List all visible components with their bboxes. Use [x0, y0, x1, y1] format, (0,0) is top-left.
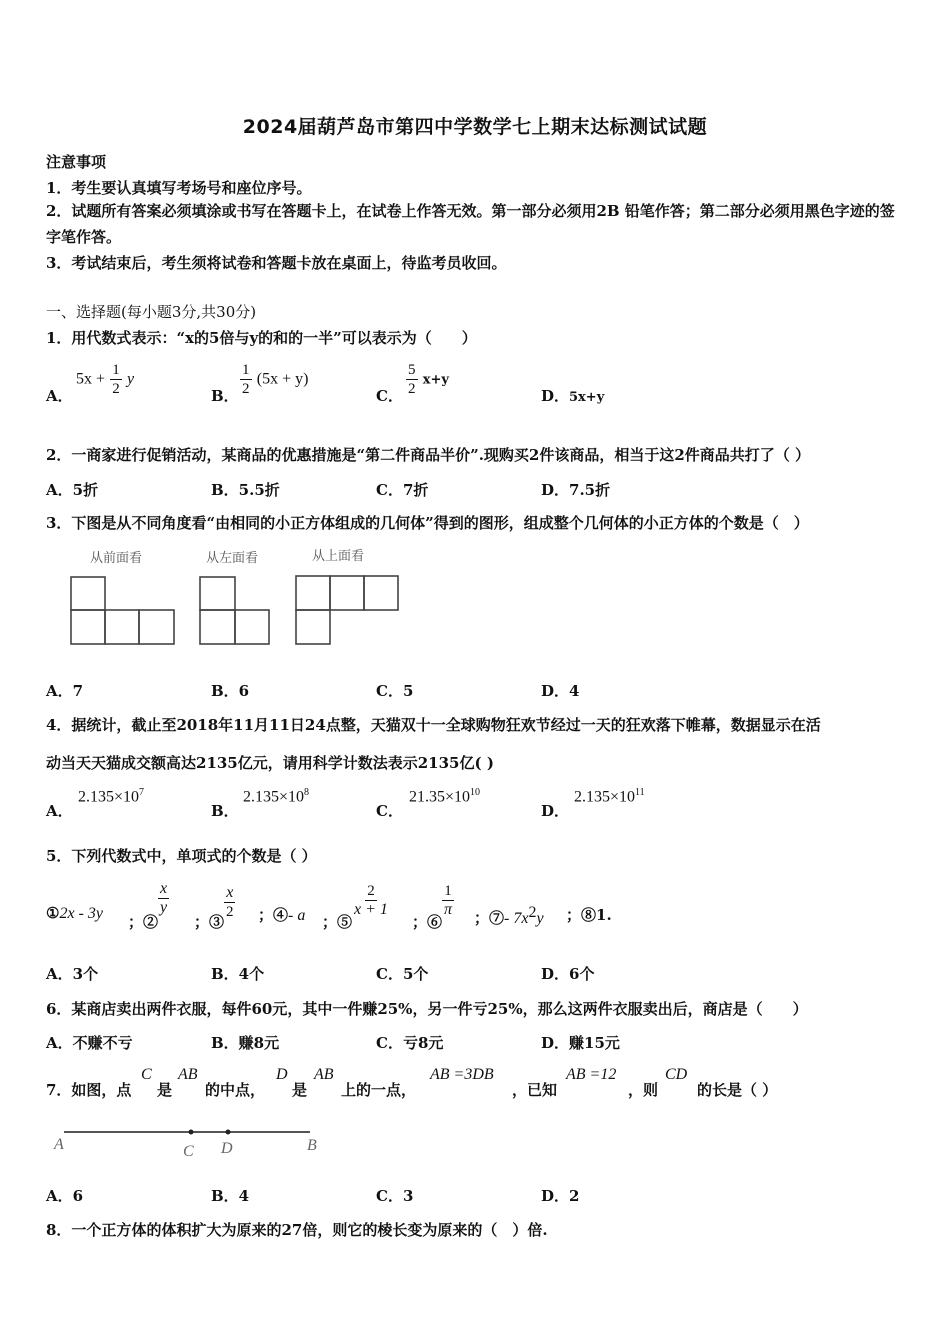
q7-math-ab-3db: AB =3DB — [430, 1066, 494, 1083]
question-2-stem: 2．一商家进行促销活动，某商品的优惠措施是“第二件商品半价”.现购买2件该商品，相当于这2件商品共打了（ ） — [46, 446, 811, 464]
q7-math-d: D — [276, 1066, 288, 1083]
q2-option-b: B．5.5折 — [211, 481, 280, 499]
q7-math-c: C — [141, 1066, 152, 1083]
q5-item-8: ；⑧1. — [566, 906, 612, 924]
left-view-label: 从左面看 — [206, 551, 259, 566]
q1-option-d: D．5x+y — [541, 387, 605, 405]
question-7-stem-p7: ，则 — [628, 1081, 659, 1099]
notice-heading: 注意事项 — [46, 153, 107, 171]
q7-math-ab-12: AB =12 — [566, 1066, 617, 1083]
question-7-stem-p4: 是 — [292, 1081, 308, 1099]
q5-item-4: ；④- a — [258, 906, 306, 924]
question-4-stem-line2: 动当天天猫成交额高达2135亿元，请用科学计数法表示2135亿( ) — [46, 754, 494, 772]
q3-option-c: C．5 — [376, 682, 414, 700]
q7-option-a: A．6 — [46, 1187, 84, 1205]
q4-option-b-expr: $2.135\times 10^8$ — [243, 787, 310, 806]
q6-option-c: C．亏8元 — [376, 1034, 444, 1052]
point-b-label: B — [307, 1137, 317, 1154]
q7-math-ab-2: AB — [314, 1066, 334, 1083]
question-7-stem-p5: 上的一点， — [341, 1081, 417, 1099]
question-3-stem: 3．下图是从不同角度看“由相同的小正方体组成的几何体”得到的图形，组成整个几何体的小正方体的个数是（ ） — [46, 514, 809, 532]
q3-option-a: A．7 — [46, 682, 84, 700]
q7-option-c: C．3 — [376, 1187, 414, 1205]
segment-figure — [50, 1118, 340, 1163]
q4-option-a-label: A． — [46, 802, 73, 820]
page-title: 2024届葫芦岛市第四中学数学七上期末达标测试试题 — [242, 116, 708, 138]
point-d-label: D — [221, 1140, 233, 1157]
q7-math-ab-1: AB — [178, 1066, 198, 1083]
question-7-stem-p6: ，已知 — [512, 1081, 558, 1099]
q3-option-d: D．4 — [541, 682, 580, 700]
q6-option-a: A．不赚不亏 — [46, 1034, 133, 1052]
q4-option-d-expr: $2.135\times 10^{11}$ — [574, 787, 645, 806]
q4-option-d-label: D． — [541, 802, 570, 820]
question-8-stem: 8．一个正方体的体积扩大为原来的27倍，则它的棱长变为原来的（ ）倍. — [46, 1221, 548, 1239]
point-a-label: A — [54, 1136, 64, 1153]
top-view-label: 从上面看 — [312, 549, 365, 564]
q4-option-b-label: B． — [211, 802, 239, 820]
question-4-stem-line1: 4．据统计，截止至2018年11月11日24点整，天猫双十一全球购物狂欢节经过一天的狂欢落下帷幕，数据显示在活 — [46, 716, 821, 734]
question-7-stem-p3: 的中点， — [205, 1081, 266, 1099]
q5-item-6: ；⑥ $\frac{1}{\pi}$ — [412, 883, 453, 931]
notice-item-1: 1．考生要认真填写考场号和座位序号。 — [46, 179, 312, 197]
q5-item-2: ；② $\frac{x}{y}$ — [128, 880, 168, 931]
q2-option-d: D．7.5折 — [541, 481, 611, 499]
q5-option-d: D．6个 — [541, 965, 595, 983]
q5-item-7: ；⑦- $7x^2y$ — [474, 904, 544, 927]
question-7-stem-p1: 7．如图，点 — [46, 1081, 132, 1099]
question-5-stem: 5．下列代数式中，单项式的个数是（ ） — [46, 847, 317, 865]
q1-option-a-label: A． — [46, 387, 73, 405]
question-7-stem-p8: 的长是（ ） — [697, 1081, 778, 1099]
q5-item-1: ①2x - 3y — [46, 904, 103, 922]
question-7-stem-p2: 是 — [157, 1081, 173, 1099]
q1-option-b-expr: $\frac{1}{2}$ (5x + y) — [242, 362, 309, 397]
q6-option-d: D．赚15元 — [541, 1034, 620, 1052]
q4-option-c-label: C． — [376, 802, 403, 820]
question-6-stem: 6．某商店卖出两件衣服，每件60元，其中一件赚25%，另一件亏25%，那么这两件衣服卖出后，商店是（ ） — [46, 1000, 808, 1018]
q1-option-b-label: B． — [211, 387, 239, 405]
q2-option-c: C．7折 — [376, 481, 429, 499]
section-heading: 一、选择题(每小题3分,共30分) — [46, 303, 257, 321]
q1-option-a-expr: 5x + $\frac{1}{2}$ y — [76, 362, 135, 397]
q5-item-5: ；⑤ $\frac{2}{x + 1}$ — [322, 883, 388, 931]
question-1-stem: 1．用代数式表示：“x的5倍与y的和的一半”可以表示为（ ） — [46, 329, 477, 347]
q7-option-b: B．4 — [211, 1187, 250, 1205]
q2-option-a: A．5折 — [46, 481, 99, 499]
q4-option-a-expr: $2.135\times 10^7$ — [78, 787, 145, 806]
point-c-label: C — [183, 1143, 194, 1160]
q5-option-c: C．5个 — [376, 965, 429, 983]
three-view-figure — [60, 543, 410, 653]
notice-item-3: 3．考试结束后，考生须将试卷和答题卡放在桌面上，待监考员收回。 — [46, 254, 507, 272]
q7-math-cd: CD — [665, 1066, 688, 1083]
notice-item-2: 2．试题所有答案必须填涂或书写在答题卡上，在试卷上作答无效。第一部分必须用2B 铅笔作答；第二部分必须用黑色字迹的签字笔作答。 — [46, 202, 895, 246]
q6-option-b: B．赚8元 — [211, 1034, 280, 1052]
q5-option-b: B．4个 — [211, 965, 265, 983]
q7-option-d: D．2 — [541, 1187, 580, 1205]
q5-item-3: ；③ $\frac{x}{2}$ — [194, 884, 234, 931]
q4-option-c-expr: $21.35\times 10^{10}$ — [409, 787, 481, 806]
front-view-label: 从前面看 — [90, 551, 143, 566]
q3-option-b: B．6 — [211, 682, 250, 700]
q1-option-c-expr: $\frac{5}{2}$ x+y — [408, 362, 449, 397]
q1-option-c-label: C． — [376, 387, 403, 405]
q5-option-a: A．3个 — [46, 965, 99, 983]
